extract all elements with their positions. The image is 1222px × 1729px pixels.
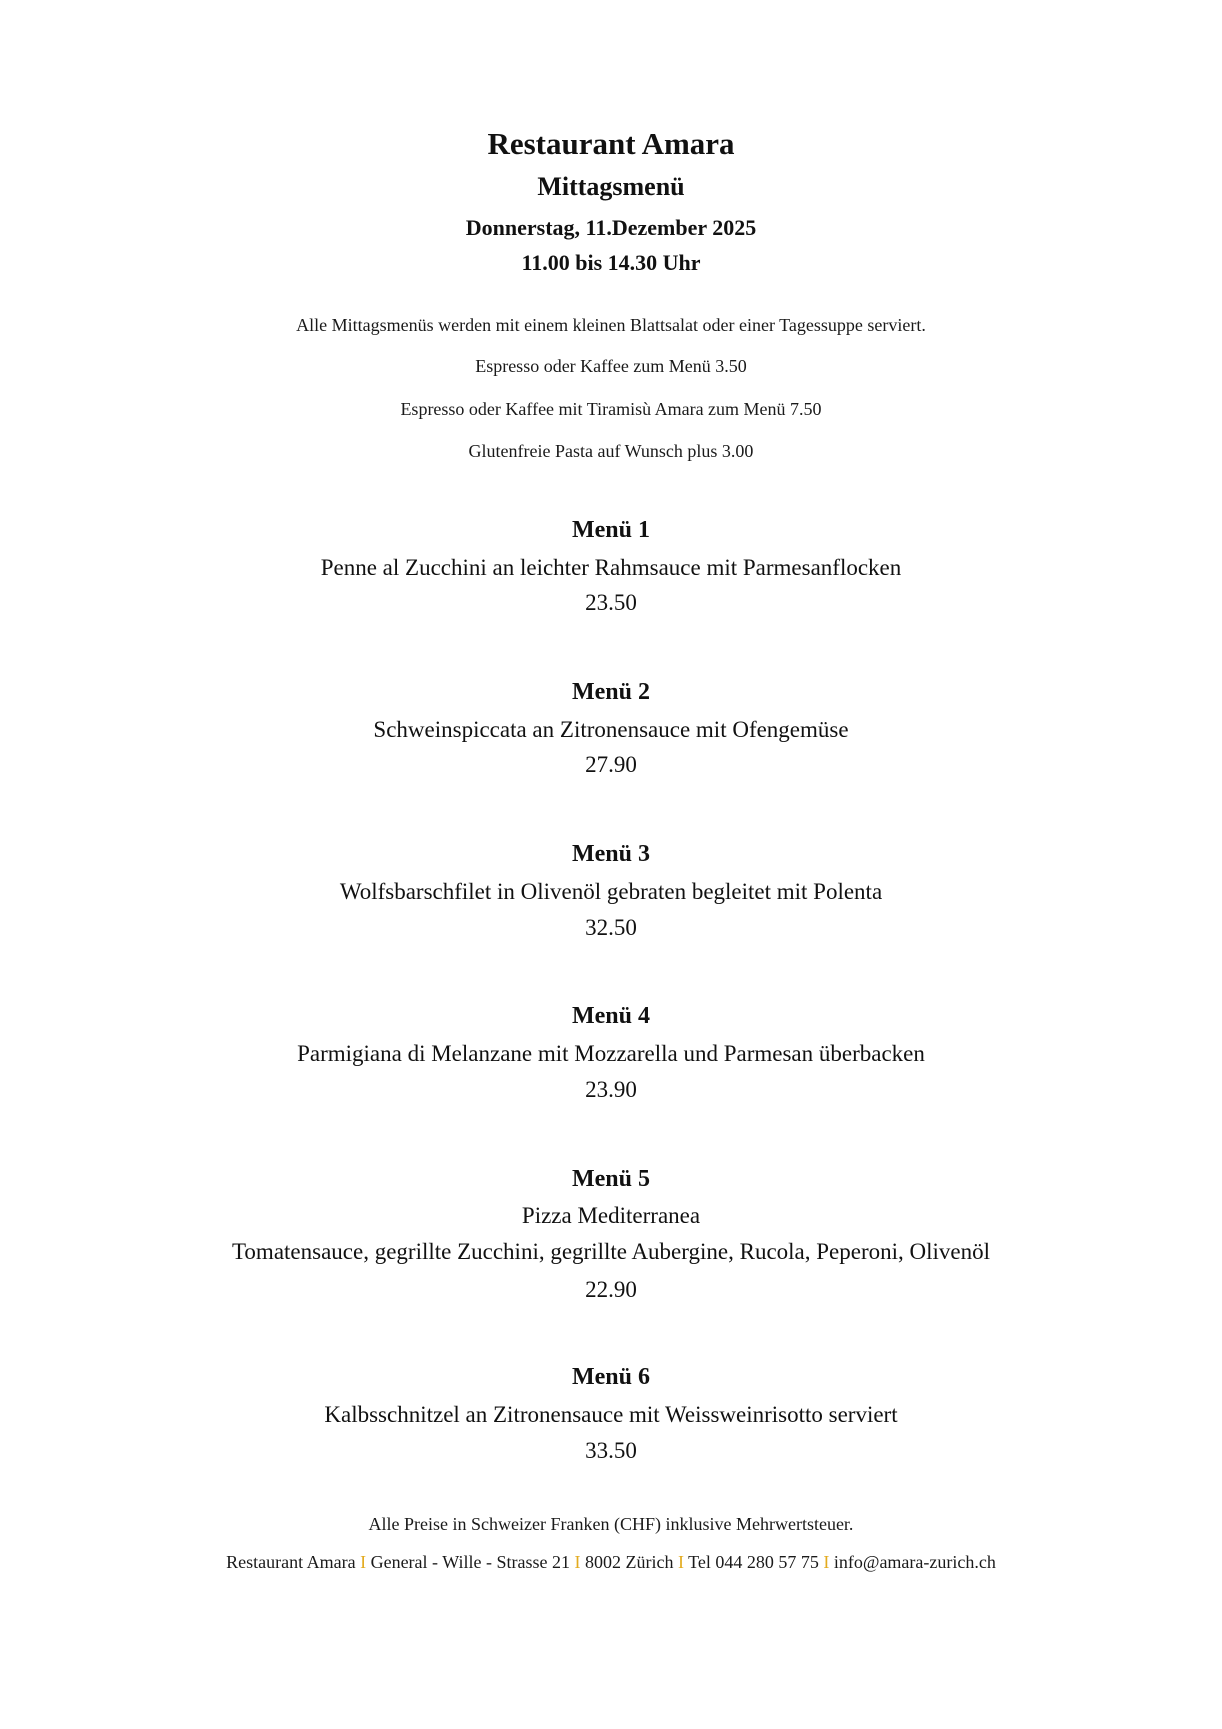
menu-dish: Penne al Zucchini an leichter Rahmsauce mit Parmesanflocken [320,555,902,580]
contact-city: 8002 Zürich [584,1552,674,1572]
intro-line: Espresso oder Kaffee mit Tiramisù Amara zum Menü 7.50 [400,399,822,419]
separator: I [360,1552,367,1572]
menu-subtitle: Mittagsmenü [537,172,685,201]
menu-hours: 11.00 bis 14.30 Uhr [521,250,701,275]
contact-address: General - Wille - Strasse 21 [370,1552,570,1572]
menu-price: 23.90 [585,1077,637,1102]
menu-heading: Menü 5 [572,1166,650,1192]
contact-phone[interactable]: Tel 044 280 57 75 [688,1552,819,1572]
separator: I [823,1552,830,1572]
menu-dish: Parmigiana di Melanzane mit Mozzarella und Parmesan überbacken [297,1041,925,1066]
intro-line: Espresso oder Kaffee zum Menü 3.50 [475,356,747,376]
menu-price: 22.90 [585,1277,637,1302]
contact-name: Restaurant Amara [226,1552,356,1572]
menu-price: 27.90 [585,752,637,777]
separator: I [574,1552,581,1572]
menu-price: 33.50 [585,1438,637,1463]
separator: I [677,1552,684,1572]
price-note: Alle Preise in Schweizer Franken (CHF) inklusive Mehrwertsteuer. [368,1514,854,1534]
menu-price: 32.50 [585,915,637,940]
contact-line [0,1552,1222,1573]
intro-line: Glutenfreie Pasta auf Wunsch plus 3.00 [468,441,754,461]
menu-dish: Pizza Mediterranea [521,1203,701,1228]
menu-heading: Menü 3 [572,841,650,867]
menu-dish: Wolfsbarschfilet in Olivenöl gebraten begleitet mit Polenta [339,879,883,904]
intro-line: Alle Mittagsmenüs werden mit einem kleinen Blattsalat oder einer Tagessuppe serviert. [296,315,926,335]
contact-email[interactable]: info@amara-zurich.ch [833,1552,996,1572]
menu-heading: Menü 1 [572,517,650,543]
menu-heading: Menü 4 [572,1003,650,1029]
menu-heading: Menü 2 [572,679,650,705]
menu-date: Donnerstag, 11.Dezember 2025 [465,215,757,240]
menu-dish-detail: Tomatensauce, gegrillte Zucchini, gegrillte Aubergine, Rucola, Peperoni, Olivenöl [231,1239,991,1264]
menu-price: 23.50 [585,590,637,615]
restaurant-title: Restaurant Amara [487,126,735,161]
menu-dish: Kalbsschnitzel an Zitronensauce mit Weissweinrisotto serviert [324,1402,898,1427]
menu-heading: Menü 6 [572,1364,650,1390]
menu-dish: Schweinspiccata an Zitronensauce mit Ofengemüse [373,717,849,742]
